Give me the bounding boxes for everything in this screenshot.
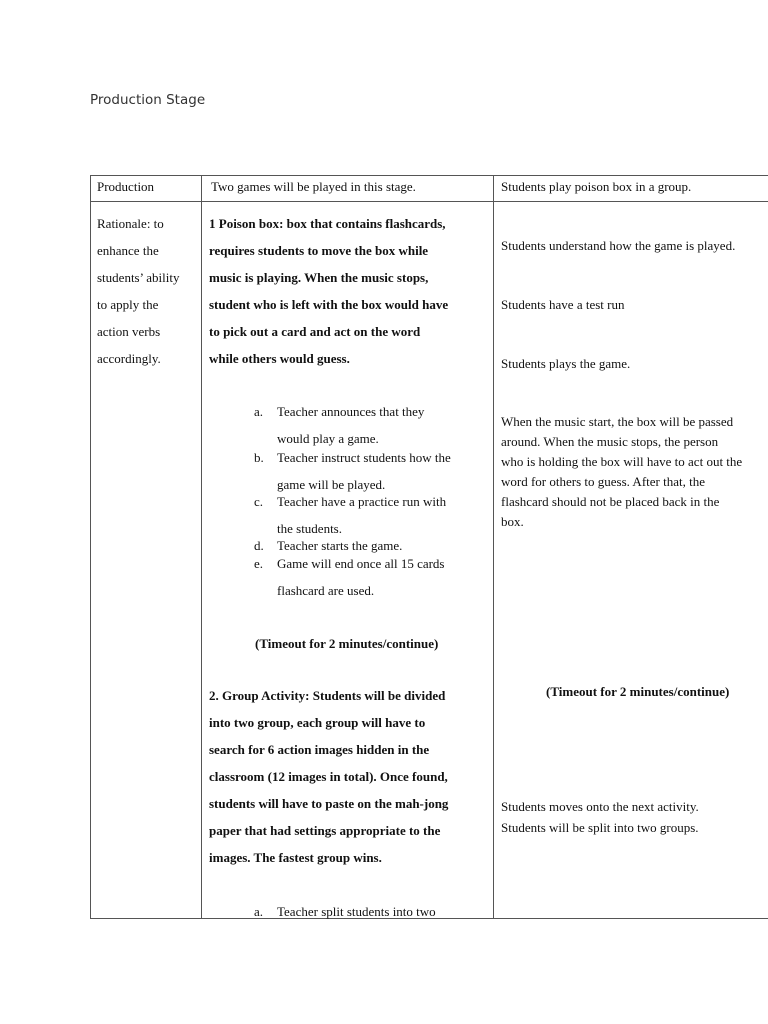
game2-line: paper that had settings appropriate to the <box>209 823 441 838</box>
game2-line: into two group, each group will have to <box>209 715 426 730</box>
table-col-separator-2 <box>493 175 494 919</box>
game1-step-e <box>254 550 445 604</box>
game2-line: students will have to paste on the mah-jong <box>209 796 449 811</box>
step-marker: e. <box>254 556 264 571</box>
timeout-note-col3: (Timeout for 2 minutes/continue) <box>546 684 730 699</box>
step-line: Teacher starts the game. <box>277 538 403 553</box>
explanation-line: box. <box>501 514 524 529</box>
step-marker: a. <box>254 404 264 419</box>
outcome-plays: Students plays the game. <box>501 356 631 371</box>
step-line: flashcard are used. <box>277 583 375 598</box>
game2-line: images. The fastest group wins. <box>209 850 382 865</box>
step-line: Teacher split students into two <box>277 904 436 919</box>
step-marker: b. <box>254 450 264 465</box>
step-line: Teacher announces that they <box>277 404 425 419</box>
game1-line: requires students to move the box while <box>209 243 429 258</box>
next-activity <box>501 796 699 838</box>
rationale-text <box>97 210 179 372</box>
step-line: Game will end once all 15 cards <box>277 556 445 571</box>
explanation-line: When the music start, the box will be passed <box>501 414 734 429</box>
stage-label: Production <box>97 179 155 194</box>
table-top-border <box>90 175 768 176</box>
step-line: Teacher have a practice run with <box>277 494 447 509</box>
step-marker: a. <box>254 904 264 919</box>
rationale-line: accordingly. <box>97 351 161 366</box>
game2-description <box>209 682 448 871</box>
outcome-understand: Students understand how the game is played. <box>501 238 736 253</box>
step-line: would play a game. <box>277 431 379 446</box>
explanation-line: around. When the music stops, the person <box>501 434 719 449</box>
game2-line: 2. Group Activity: Students will be divided <box>209 688 446 703</box>
game2-line: search for 6 action images hidden in the <box>209 742 430 757</box>
rationale-line: action verbs <box>97 324 161 339</box>
game1-line: to pick out a card and act on the word <box>209 324 421 339</box>
page-heading: Production Stage <box>90 92 206 108</box>
rationale-line: Rationale: to <box>97 216 164 231</box>
step-line: Teacher instruct students how the <box>277 450 451 465</box>
game2-step-a <box>254 898 436 925</box>
rationale-line: students’ ability <box>97 270 180 285</box>
stage-intro: Two games will be played in this stage. <box>208 179 416 194</box>
step-marker: d. <box>254 538 264 553</box>
step-line: the students. <box>277 521 342 536</box>
game1-line: while others would guess. <box>209 351 350 366</box>
table-left-border <box>90 175 91 919</box>
game-explanation <box>501 412 742 532</box>
game1-line: student who is left with the box would have <box>209 297 449 312</box>
rationale-line: to apply the <box>97 297 159 312</box>
outcome-test-run: Students have a test run <box>501 297 625 312</box>
step-line: game will be played. <box>277 477 386 492</box>
explanation-line: word for others to guess. After that, the <box>501 474 705 489</box>
timeout-note-col2: (Timeout for 2 minutes/continue) <box>255 636 439 651</box>
table-header-separator <box>90 201 768 202</box>
game2-line: classroom (12 images in total). Once found, <box>209 769 448 784</box>
rationale-line: enhance the <box>97 243 159 258</box>
outcome-play-group: Students play poison box in a group. <box>501 179 692 194</box>
table-col-separator-1 <box>201 175 202 919</box>
game1-line: 1 Poison box: box that contains flashcards, <box>209 216 446 231</box>
explanation-line: flashcard should not be placed back in the <box>501 494 720 509</box>
next-line: Students will be split into two groups. <box>501 820 699 835</box>
game1-description <box>209 210 448 372</box>
explanation-line: who is holding the box will have to act out the <box>501 454 743 469</box>
step-marker: c. <box>254 494 264 509</box>
game1-line: music is playing. When the music stops, <box>209 270 429 285</box>
next-line: Students moves onto the next activity. <box>501 799 699 814</box>
